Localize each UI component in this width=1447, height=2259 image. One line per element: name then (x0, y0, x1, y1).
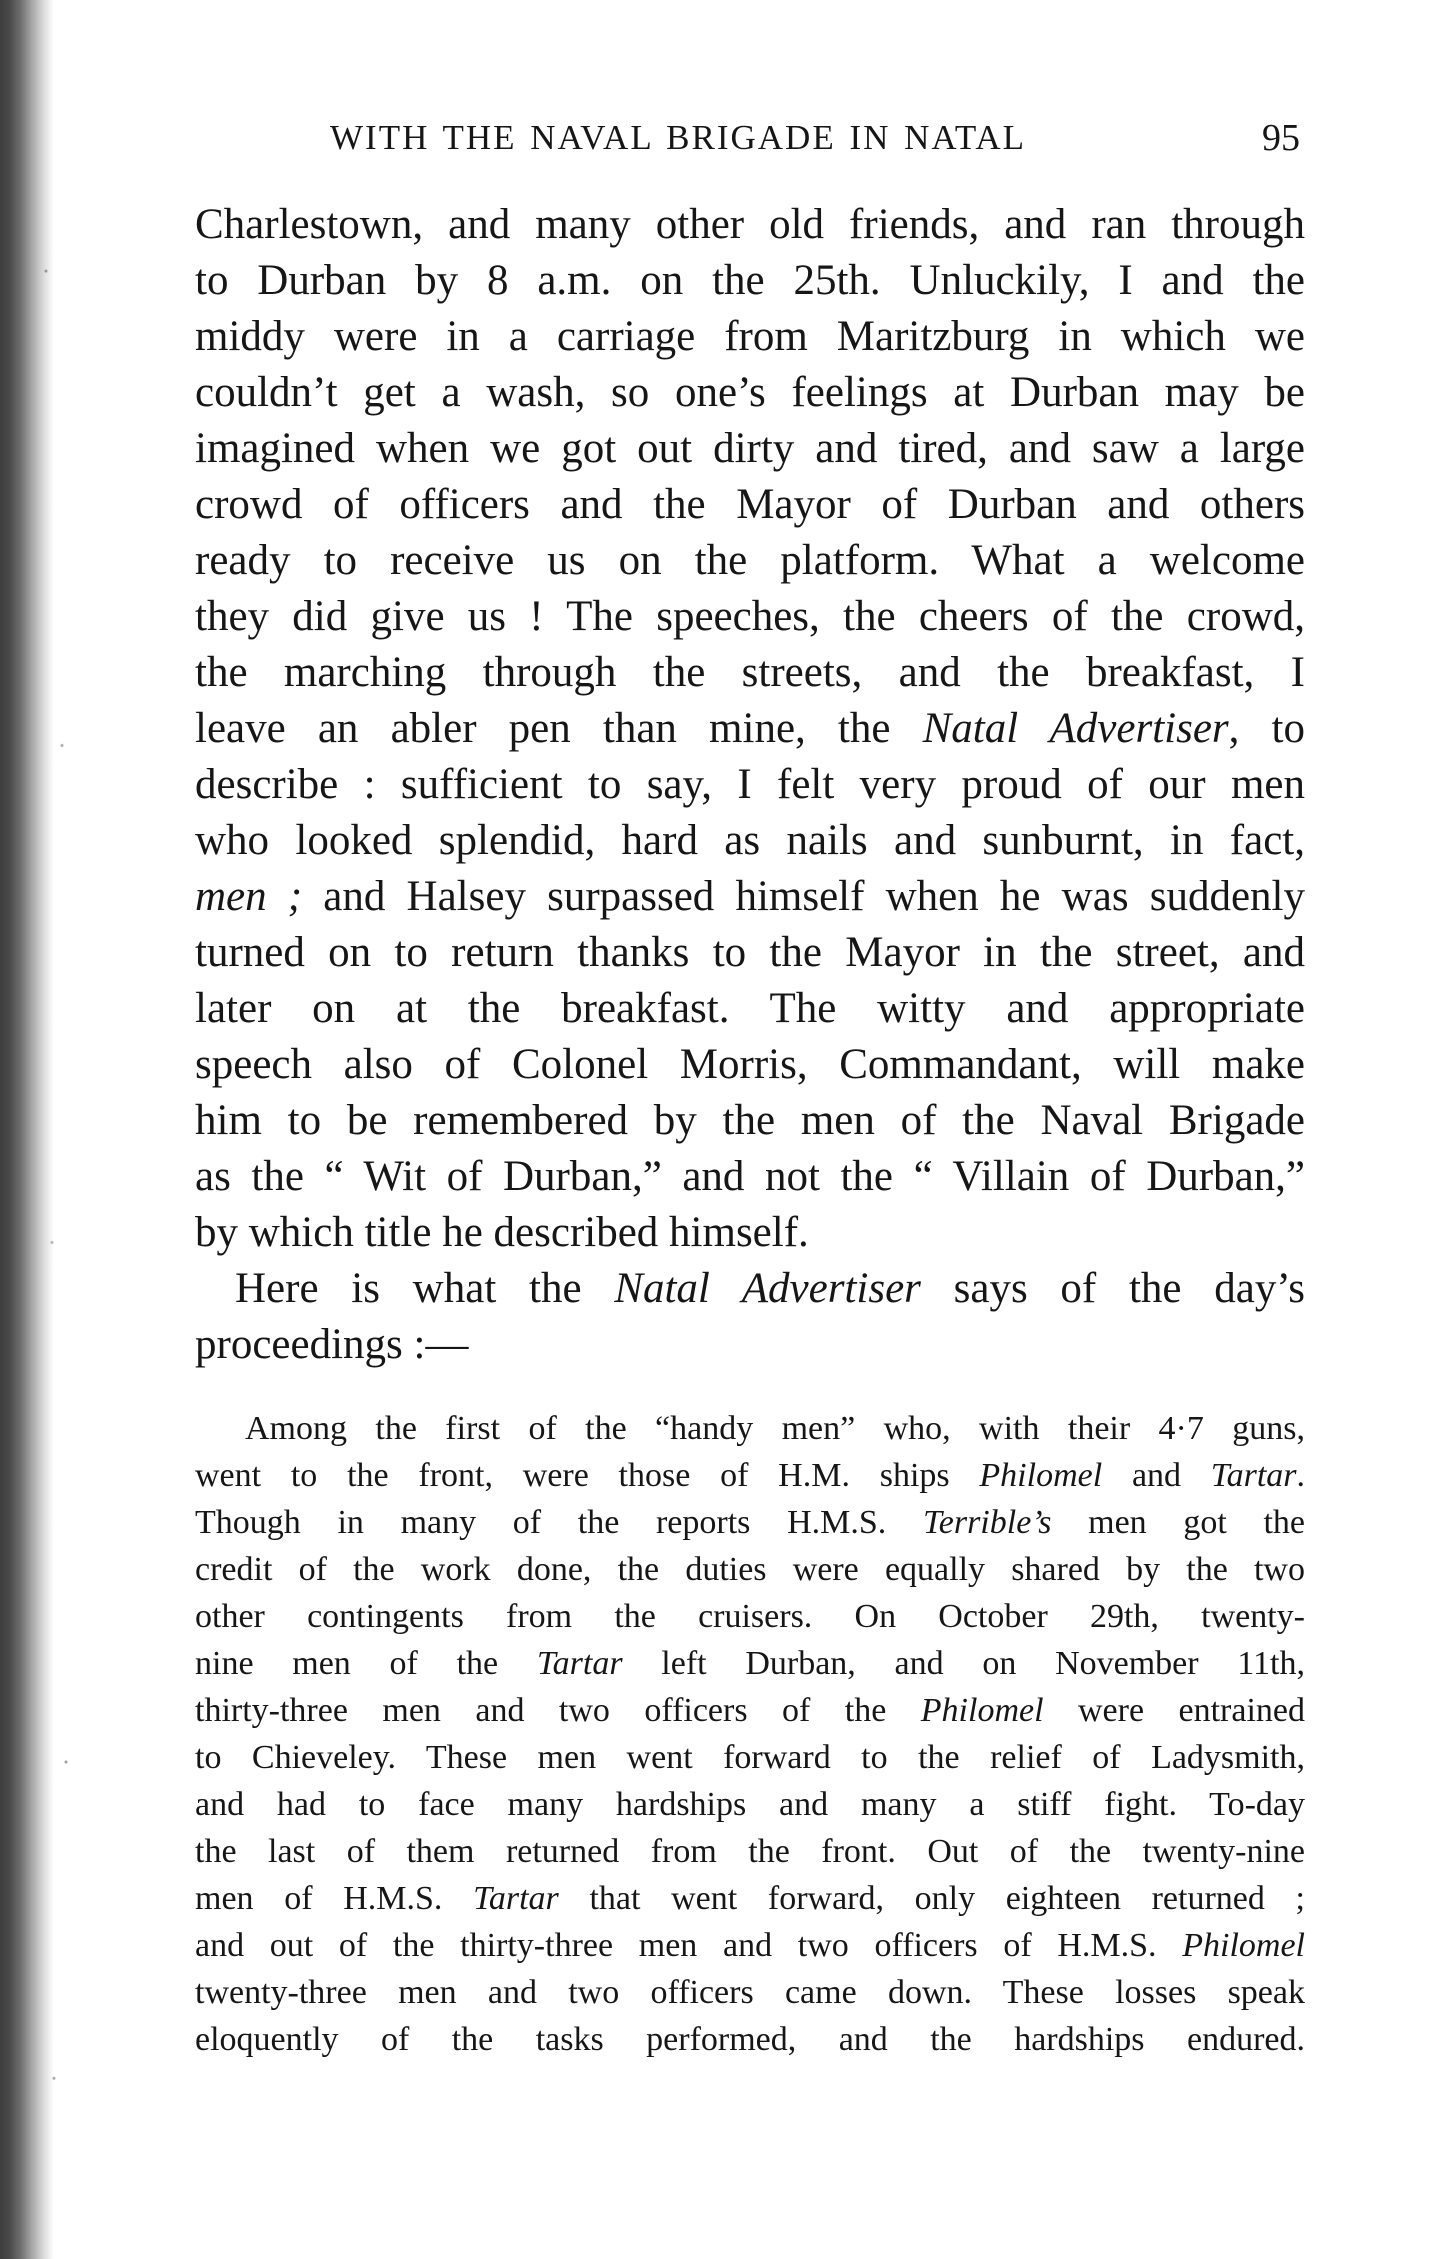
text-line: crowd of officers and the Mayor of Durban and others (195, 481, 1305, 528)
narrative-text (195, 197, 1305, 1373)
ship-name: Terrible’s (922, 1504, 1052, 1541)
ship-name: Tartar (473, 1880, 559, 1917)
text-line: to Durban by 8 a.m. on the 25th. Unluckily, I and the (195, 257, 1305, 304)
quote-line: went to the front, were those of H.M. ships Philomel and Tartar. (195, 1457, 1305, 1494)
quote-line: Among the first of the “handy men” who, with their 4·7 guns, (245, 1410, 1305, 1447)
quote-line: twenty-three men and two officers came down. These losses speak (195, 1974, 1305, 2011)
text-line: middy were in a carriage from Maritzburg in which we (195, 313, 1305, 360)
emphasis: men ; (195, 873, 303, 920)
scan-specks (38, 0, 78, 2259)
text-line: couldn’t get a wash, so one’s feelings at Durban may be (195, 369, 1305, 416)
text-line: later on at the breakfast. The witty and appropriate (195, 985, 1305, 1032)
quote-line: nine men of the Tartar left Durban, and on November 11th, (195, 1645, 1305, 1682)
newspaper-title: Natal Advertiser (922, 705, 1229, 752)
text-line: imagined when we got out dirty and tired, and saw a large (195, 425, 1305, 472)
text-line: describe : sufficient to say, I felt very proud of our men (195, 761, 1305, 808)
text-line: they did give us ! The speeches, the cheers of the crowd, (195, 593, 1305, 640)
ship-name: Philomel (979, 1457, 1103, 1494)
text-line: speech also of Colonel Morris, Commandant, will make (195, 1041, 1305, 1088)
quote-line: other contingents from the cruisers. On October 29th, twenty- (195, 1598, 1305, 1635)
text-line: Here is what the Natal Advertiser says of the day’s (235, 1265, 1306, 1312)
newspaper-title: Natal Advertiser (614, 1265, 921, 1312)
quote-line: eloquently of the tasks performed, and the hardships endured. (195, 2021, 1305, 2058)
quote-line: Though in many of the reports H.M.S. Terrible’s men got the (195, 1504, 1305, 1541)
quote-line: men of H.M.S. Tartar that went forward, only eighteen returned ; (195, 1880, 1305, 1917)
text-line: as the “ Wit of Durban,” and not the “ Villain of Durban,” (195, 1153, 1305, 1200)
page-number: 95 (1262, 117, 1300, 159)
quote-line: to Chieveley. These men went forward to the relief of Ladysmith, (195, 1739, 1305, 1776)
text-line: leave an abler pen than mine, the Natal Advertiser, to (195, 705, 1305, 752)
ship-name: Philomel (1182, 1927, 1305, 1964)
ship-name: Tartar (536, 1645, 623, 1682)
text-line: ready to receive us on the platform. What a welcome (195, 537, 1305, 584)
text-line: proceedings :— (195, 1321, 469, 1368)
running-head: WITH THE NAVAL BRIGADE IN NATAL (330, 118, 1027, 157)
text-line: by which title he described himself. (195, 1209, 809, 1256)
text-line: men ; and Halsey surpassed himself when he was suddenly (195, 873, 1305, 920)
text-line: who looked splendid, hard as nails and sunburnt, in fact, (195, 817, 1305, 864)
text-line: Charlestown, and many other old friends, and ran through (195, 201, 1305, 248)
quote-line: credit of the work done, the duties were equally shared by the two (195, 1551, 1305, 1588)
quote-line: and out of the thirty-three men and two officers of H.M.S. Philomel (195, 1927, 1305, 1964)
quote-line: the last of them returned from the front. Out of the twenty-nine (195, 1833, 1305, 1870)
quotation-block (195, 1405, 1305, 2063)
text-line: him to be remembered by the men of the Naval Brigade (195, 1097, 1305, 1144)
ship-name: Tartar (1210, 1457, 1297, 1494)
quote-line: and had to face many hardships and many a stiff fight. To-day (195, 1786, 1305, 1823)
text-line: turned on to return thanks to the Mayor in the street, and (195, 929, 1305, 976)
ship-name: Philomel (920, 1692, 1044, 1729)
text-line: the marching through the streets, and the breakfast, I (195, 649, 1305, 696)
quote-line: thirty-three men and two officers of the Philomel were entrained (195, 1692, 1305, 1729)
